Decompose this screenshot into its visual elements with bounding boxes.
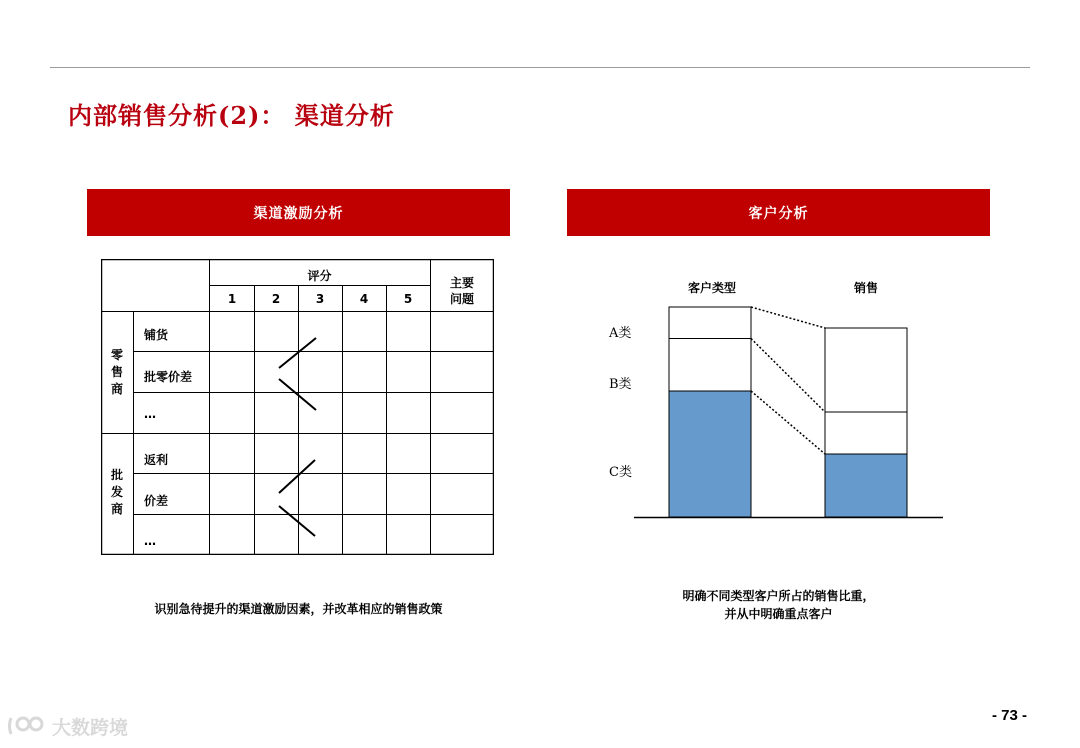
category-label-sales: 销售 (853, 281, 878, 295)
right-caption: 明确不同类型客户所占的销售比重， 并从中明确重点客户 (682, 589, 875, 621)
watermark-text: 大数跨境 (52, 716, 129, 739)
bar-segment-A类 (669, 307, 751, 339)
series-label-c: C类 (609, 465, 632, 480)
score-col-4: 4 (359, 292, 369, 306)
score-mark-line (279, 460, 315, 493)
bar-segment-C类 (825, 454, 907, 517)
connector-line (751, 307, 825, 328)
series-label-a: A类 (609, 326, 632, 341)
row-label: … (144, 407, 156, 421)
customer-stacked-chart (567, 260, 990, 560)
main-issue-header: 主要问题 (449, 276, 474, 306)
top-divider (50, 67, 1030, 68)
page-title: 内部销售分析(2)： 渠道分析 (68, 101, 395, 130)
category-label-customer-type: 客户类型 (687, 281, 736, 295)
group-retailer-label: 零 售 商 (110, 348, 123, 396)
score-col-1: 1 (227, 292, 237, 306)
row-label: … (144, 534, 156, 548)
score-col-5: 5 (403, 292, 413, 306)
row-label: 批零价差 (144, 370, 193, 384)
series-label-b: B类 (609, 377, 632, 392)
bar-segment-B类 (669, 339, 751, 392)
channel-incentive-header: 渠道激励分析 (87, 189, 510, 236)
row-label: 返利 (144, 453, 169, 467)
score-mark-line (279, 506, 315, 536)
bar-segment-A类 (825, 328, 907, 412)
row-label: 价差 (144, 494, 169, 508)
channel-incentive-table (101, 259, 494, 555)
row-label: 铺货 (144, 328, 169, 342)
score-mark-line (279, 338, 316, 368)
bar-segment-C类 (669, 391, 751, 517)
score-header: 评分 (307, 269, 332, 283)
left-caption: 识别急待提升的渠道激励因素，并改革相应的销售政策 (154, 602, 443, 616)
group-wholesaler-label: 批 发 商 (110, 468, 123, 516)
score-mark-line (279, 379, 316, 410)
score-col-2: 2 (271, 292, 281, 306)
watermark-logo-icon (6, 712, 48, 740)
watermark (6, 712, 128, 740)
page-number: - 73 - (992, 707, 1028, 724)
bar-segment-B类 (825, 412, 907, 454)
chart-canvas (567, 260, 990, 560)
customer-analysis-header: 客户分析 (567, 189, 990, 236)
score-col-3: 3 (315, 292, 325, 306)
connector-line (751, 339, 825, 413)
